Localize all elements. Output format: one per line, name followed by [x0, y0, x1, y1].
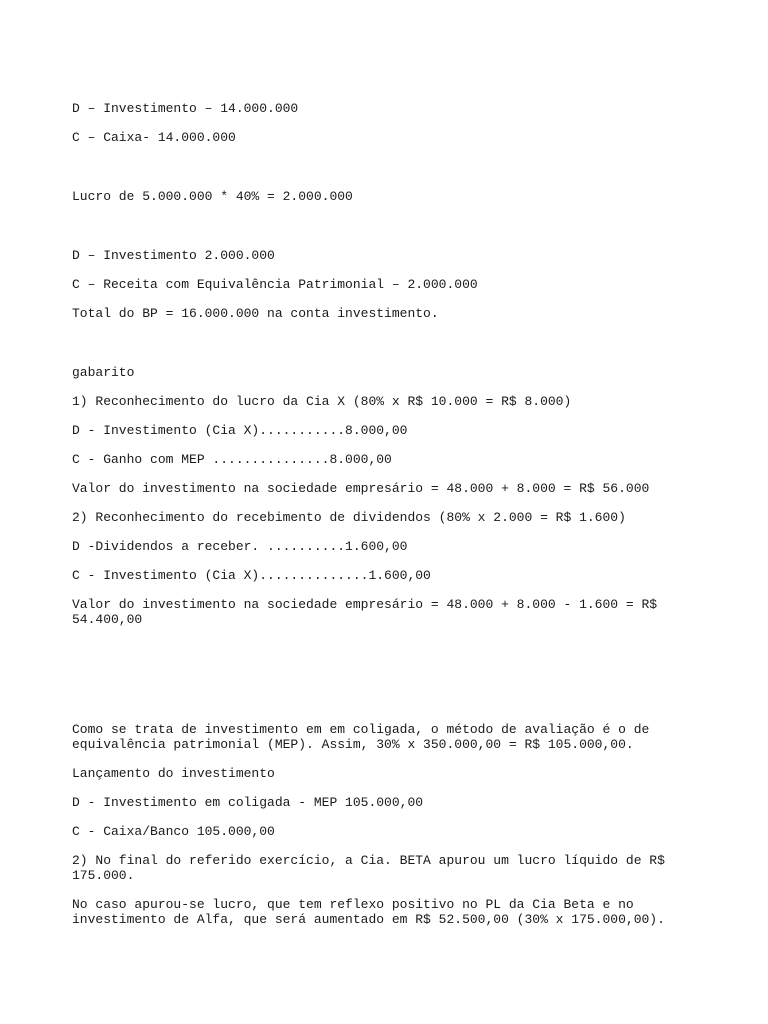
paragraph: D – Investimento 2.000.000 [72, 248, 275, 263]
paragraph: Como se trata de investimento em em coligada, o método de avaliação é o de equivalência patrimonial (MEP). Assim, 30% x 350.000,00 = R$ 105.000,00. [72, 722, 658, 752]
document-body [72, 101, 692, 927]
paragraph: C – Caixa- 14.000.000 [72, 130, 236, 145]
paragraph: D - Investimento em coligada - MEP 105.000,00 [72, 795, 424, 810]
section-heading: gabarito [72, 365, 135, 380]
paragraph: D – Investimento – 14.000.000 [72, 101, 299, 116]
paragraph: Valor do investimento na sociedade empresário = 48.000 + 8.000 = R$ 56.000 [72, 481, 650, 496]
paragraph: D -Dividendos a receber. ..........1.600,00 [72, 539, 408, 554]
paragraph: C - Caixa/Banco 105.000,00 [72, 824, 275, 839]
paragraph: Lançamento do investimento [72, 766, 275, 781]
paragraph: C – Receita com Equivalência Patrimonial – 2.000.000 [72, 277, 478, 292]
paragraph: D - Investimento (Cia X)...........8.000,00 [72, 423, 408, 438]
paragraph: C - Ganho com MEP ...............8.000,00 [72, 452, 392, 467]
paragraph: Lucro de 5.000.000 * 40% = 2.000.000 [72, 189, 353, 204]
paragraph: 1) Reconhecimento do lucro da Cia X (80% x R$ 10.000 = R$ 8.000) [72, 394, 572, 409]
paragraph: Valor do investimento na sociedade empresário = 48.000 + 8.000 - 1.600 = R$ 54.400,00 [72, 597, 665, 627]
paragraph: C - Investimento (Cia X)..............1.600,00 [72, 568, 431, 583]
paragraph: Total do BP = 16.000.000 na conta investimento. [72, 306, 439, 321]
paragraph: 2) No final do referido exercício, a Cia. BETA apurou um lucro líquido de R$ 175.000. [72, 853, 673, 883]
paragraph: 2) Reconhecimento do recebimento de dividendos (80% x 2.000 = R$ 1.600) [72, 510, 626, 525]
paragraph: No caso apurou-se lucro, que tem reflexo positivo no PL da Cia Beta e no investimento de Alfa, que será aumentado em R$ 52.500,00 (30% x 175.000,00). [72, 897, 665, 927]
